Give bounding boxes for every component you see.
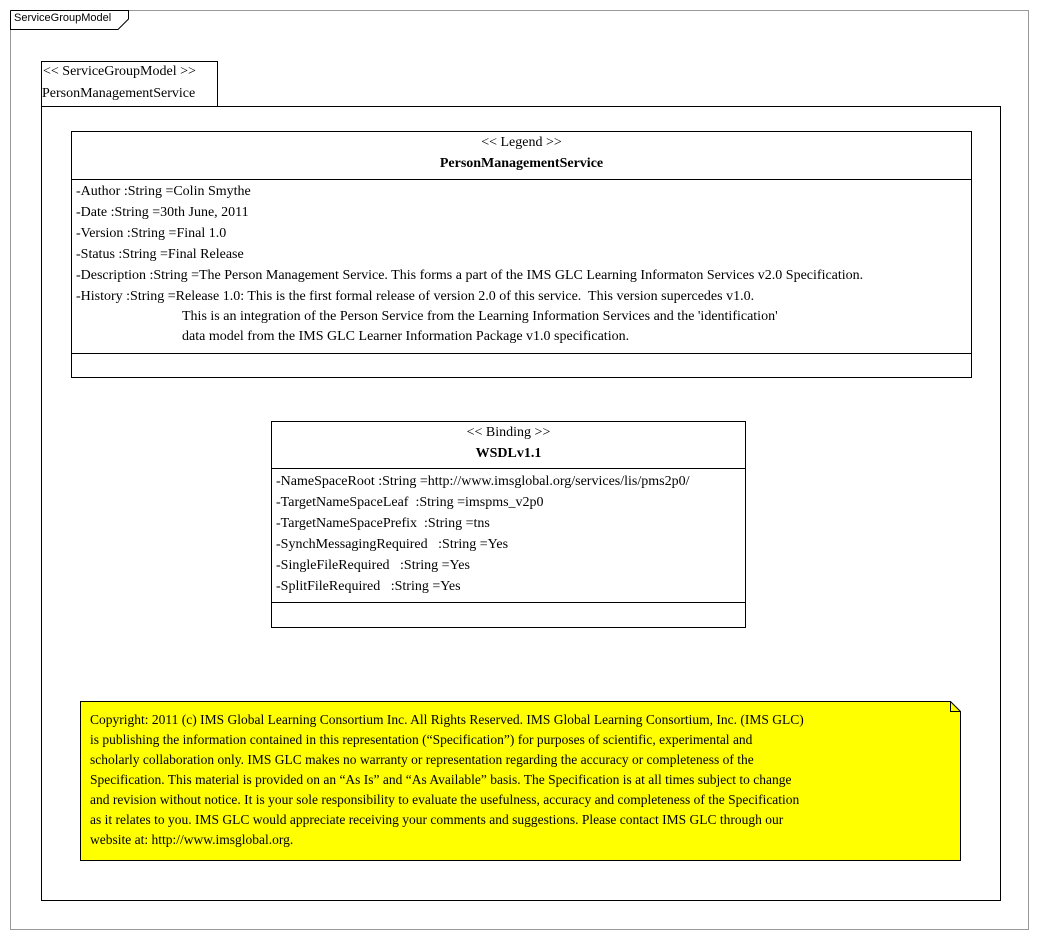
copyright-note[interactable] [80, 701, 961, 861]
legend-attribute-history-continued: This is an integration of the Person Service from the Learning Information Services and the 'identification' [182, 309, 778, 324]
binding-attribute-synch-messaging: -SynchMessagingRequired :String =Yes [276, 537, 509, 552]
note-line: and revision without notice. It is your sole responsibility to evaluate the usefulness, accuracy and completeness of the Specification [90, 792, 800, 807]
binding-attribute-namespace-root: -NameSpaceRoot :String =http://www.imsglobal.org/services/lis/pms2p0/ [276, 474, 690, 489]
binding-attribute-target-namespace-prefix: -TargetNameSpacePrefix :String =tns [276, 516, 490, 531]
note-line: Copyright: 2011 (c) IMS Global Learning Consortium Inc. All Rights Reserved. IMS Global Learning Consortium, Inc. (IMS GLC) [90, 712, 804, 727]
note-line: website at: http://www.imsglobal.org. [90, 832, 294, 847]
binding-attribute-split-file: -SplitFileRequired :String =Yes [276, 579, 461, 594]
binding-class-name: WSDLv1.1 [475, 446, 542, 461]
note-line: is publishing the information contained in this representation (“Specification”) for purposes of scientific, experimental and [90, 732, 753, 747]
frame-title-tab [10, 10, 128, 29]
legend-attribute-version: -Version :String =Final 1.0 [76, 226, 227, 241]
legend-attribute-description: -Description :String =The Person Management Service. This forms a part of the IMS GLC Learning Informaton Services v2.0 Specification. [76, 268, 864, 283]
legend-attribute-status: -Status :String =Final Release [76, 247, 244, 262]
frame-title: ServiceGroupModel [14, 12, 112, 24]
legend-operations-divider [72, 353, 971, 354]
binding-stereotype: << Binding >> [466, 425, 551, 440]
legend-attribute-history-continued-2: data model from the IMS GLC Learner Information Package v1.0 specification. [182, 329, 630, 344]
binding-attribute-target-namespace-leaf: -TargetNameSpaceLeaf :String =imspms_v2p0 [276, 495, 544, 510]
legend-attribute-date: -Date :String =30th June, 2011 [76, 205, 249, 220]
note-line: Specification. This material is provided on an “As Is” and “As Available” basis. The Specification is at all times subject to change [90, 772, 792, 787]
legend-class-name: PersonManagementService [439, 156, 604, 171]
legend-class-box[interactable] [71, 131, 972, 378]
legend-stereotype: << Legend >> [481, 135, 562, 150]
legend-attribute-history: -History :String =Release 1.0: This is the first formal release of version 2.0 of this service. This version supercedes v1.0. [76, 289, 755, 304]
binding-header-divider [272, 468, 745, 469]
note-line: as it relates to you. IMS GLC would appreciate receiving your comments and suggestions. Please contact IMS GLC through our [90, 812, 784, 827]
binding-class-box[interactable] [271, 421, 746, 628]
package-stereotype: << ServiceGroupModel >> [43, 64, 196, 79]
legend-header-divider [72, 179, 971, 180]
binding-operations-divider [272, 602, 745, 603]
note-line: scholarly collaboration only. IMS GLC makes no warranty or representation regarding the accuracy or completeness of the [90, 752, 754, 767]
package-name: PersonManagementService [42, 86, 196, 101]
binding-attribute-single-file: -SingleFileRequired :String =Yes [276, 558, 470, 573]
legend-attribute-author: -Author :String =Colin Smythe [76, 184, 251, 199]
